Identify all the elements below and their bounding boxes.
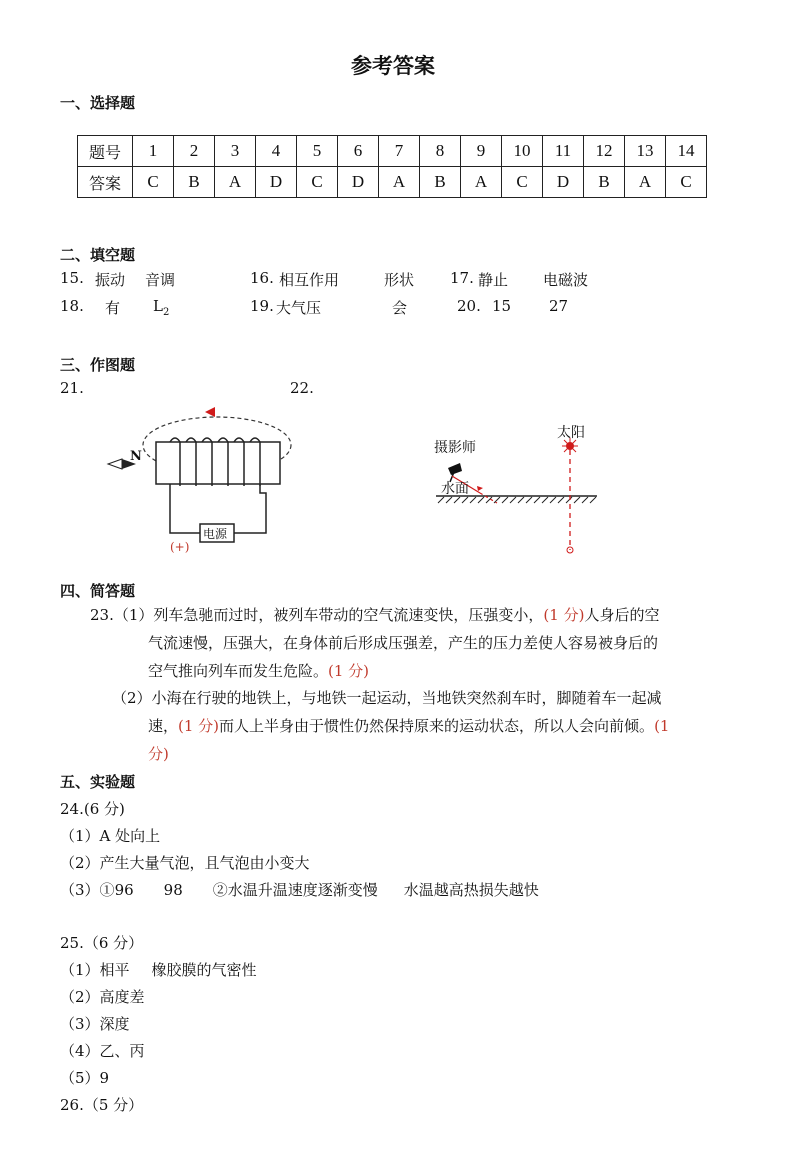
q23-part2-line1 bbox=[112, 684, 662, 712]
q16-number: 16. bbox=[250, 269, 274, 287]
q18-answer-1: 有 bbox=[105, 299, 121, 317]
score-mark: 分) bbox=[148, 745, 169, 763]
table-cell: 4 bbox=[256, 136, 297, 167]
q24-conclusion-1: 水温升温速度逐渐变慢 bbox=[227, 881, 378, 899]
q25-heading: 25.（6 分） bbox=[60, 934, 144, 952]
table-cell: A bbox=[379, 167, 420, 198]
q24-value-1: 96 bbox=[114, 881, 134, 899]
q18-answer-2 bbox=[153, 297, 169, 318]
q19-number: 19. bbox=[250, 297, 274, 315]
q25-part2: （2）高度差 bbox=[60, 988, 145, 1006]
q23-part2-text-b: 速， bbox=[148, 717, 179, 735]
table-cell: D bbox=[338, 167, 379, 198]
q20-number: 20. bbox=[457, 297, 481, 315]
q25-part4: （4）乙、丙 bbox=[60, 1042, 145, 1060]
positive-terminal-label: (+) bbox=[170, 540, 190, 554]
section-choice-heading: 一、选择题 bbox=[60, 94, 136, 112]
table-cell: 13 bbox=[625, 136, 666, 167]
q17-number: 17. bbox=[450, 269, 474, 287]
table-cell: 8 bbox=[420, 136, 461, 167]
table-cell: B bbox=[174, 167, 215, 198]
table-cell: B bbox=[420, 167, 461, 198]
table-cell: 9 bbox=[461, 136, 502, 167]
section-fill-heading: 二、填空题 bbox=[60, 246, 136, 264]
q16-answer-2: 形状 bbox=[384, 271, 415, 289]
score-mark: (1 分) bbox=[328, 662, 370, 680]
q26-heading: 26.（5 分） bbox=[60, 1096, 144, 1114]
q16-answer-1: 相互作用 bbox=[279, 271, 340, 289]
score-mark: (1 bbox=[654, 717, 670, 735]
q25-part5: （5）9 bbox=[60, 1069, 110, 1087]
water-surface-label: 水面 bbox=[441, 481, 469, 497]
circled-1: ① bbox=[99, 881, 115, 899]
q23-part2-text-c: 而人上半身由于惯性仍然保持原来的运动状态，所以人会向前倾。 bbox=[219, 717, 655, 735]
q25-part1-b: 橡胶膜的气密性 bbox=[151, 961, 257, 979]
q15-answer-1: 振动 bbox=[95, 271, 126, 289]
table-cell: C bbox=[297, 167, 338, 198]
table-cell: 14 bbox=[666, 136, 707, 167]
q19-answer-2: 会 bbox=[392, 299, 408, 317]
table-row-numbers bbox=[78, 136, 707, 167]
page-title: 参考答案 bbox=[351, 54, 435, 78]
q24-part1: （1）A 处向上 bbox=[60, 827, 161, 845]
q22-number: 22. bbox=[290, 379, 314, 397]
north-pole-label: N bbox=[130, 449, 142, 464]
section-drawing-heading: 三、作图题 bbox=[60, 356, 136, 374]
q23-part1-line1 bbox=[90, 601, 659, 629]
q18-number: 18. bbox=[60, 297, 84, 315]
table-cell: 11 bbox=[543, 136, 584, 167]
table-cell: A bbox=[215, 167, 256, 198]
table-cell: D bbox=[543, 167, 584, 198]
table-row-label: 题号 bbox=[78, 136, 133, 167]
q17-answer-1: 静止 bbox=[478, 271, 509, 289]
score-mark: (1 分) bbox=[178, 717, 220, 735]
q24-part3-label: （3） bbox=[60, 881, 100, 899]
q15-answer-2: 音调 bbox=[145, 271, 176, 289]
table-cell: A bbox=[625, 167, 666, 198]
q23-part2-line2 bbox=[148, 712, 669, 740]
power-source-label: 电源 bbox=[203, 527, 228, 541]
photographer-label: 摄影师 bbox=[434, 440, 476, 456]
q25-part1-a: （1）相平 bbox=[60, 961, 130, 979]
q17-answer-2: 电磁波 bbox=[543, 271, 589, 289]
q25-part3: （3）深度 bbox=[60, 1015, 130, 1033]
table-cell: B bbox=[584, 167, 625, 198]
q23-part1-text-a: 列车急驰而过时，被列车带动的空气流速变快，压强变小， bbox=[153, 606, 544, 624]
q23-part1-text-c: 空气推向列车而发生危险。 bbox=[148, 662, 329, 680]
q24-heading: 24.(6 分) bbox=[60, 800, 125, 818]
table-row-label: 答案 bbox=[78, 167, 133, 198]
table-cell: 2 bbox=[174, 136, 215, 167]
table-cell: A bbox=[461, 167, 502, 198]
q24-conclusion-2: 水温越高热损失越快 bbox=[403, 881, 539, 899]
sun-label: 太阳 bbox=[557, 425, 585, 441]
circled-2: ② bbox=[212, 881, 228, 899]
table-cell: C bbox=[502, 167, 543, 198]
table-cell: 7 bbox=[379, 136, 420, 167]
table-cell: 6 bbox=[338, 136, 379, 167]
q18-answer-2-sub: 2 bbox=[162, 307, 170, 318]
q20-answer-2: 27 bbox=[549, 297, 569, 315]
choice-answer-table bbox=[77, 135, 707, 198]
q18-answer-2-main: L bbox=[153, 297, 163, 315]
q19-answer-1: 大气压 bbox=[276, 299, 322, 317]
q23-part1-label: （1） bbox=[113, 606, 154, 624]
section-experiment-heading: 五、实验题 bbox=[60, 773, 136, 791]
q24-part3 bbox=[60, 879, 539, 900]
table-cell: 10 bbox=[502, 136, 543, 167]
table-cell: 5 bbox=[297, 136, 338, 167]
q23-part1-line3 bbox=[148, 657, 369, 685]
q24-part2: （2）产生大量气泡，且气泡由小变大 bbox=[60, 854, 310, 872]
table-cell: 12 bbox=[584, 136, 625, 167]
table-cell: 1 bbox=[133, 136, 174, 167]
q23-part1-line2: 气流速慢，压强大，在身体前后形成压强差，产生的压力差使人容易被身后的 bbox=[148, 634, 659, 652]
q23-number: 23. bbox=[90, 606, 114, 624]
table-row-answers bbox=[78, 167, 707, 198]
table-cell: C bbox=[666, 167, 707, 198]
q20-answer-1: 15 bbox=[492, 297, 512, 315]
q23-part2-label: （2） bbox=[112, 689, 152, 707]
section-short-answer-heading: 四、简答题 bbox=[60, 582, 136, 600]
table-cell: C bbox=[133, 167, 174, 198]
q24-value-2: 98 bbox=[163, 881, 183, 899]
q25-part1 bbox=[60, 959, 257, 980]
q23-part2-text-a: 小海在行驶的地铁上，与地铁一起运动，当地铁突然刹车时，脚随着车一起减 bbox=[151, 689, 662, 707]
q21-number: 21. bbox=[60, 379, 84, 397]
table-cell: D bbox=[256, 167, 297, 198]
q15-number: 15. bbox=[60, 269, 84, 287]
score-mark: (1 分) bbox=[543, 606, 585, 624]
table-cell: 3 bbox=[215, 136, 256, 167]
q23-part1-text-b: 人身后的空 bbox=[584, 606, 660, 624]
q23-part2-line3 bbox=[148, 740, 169, 768]
